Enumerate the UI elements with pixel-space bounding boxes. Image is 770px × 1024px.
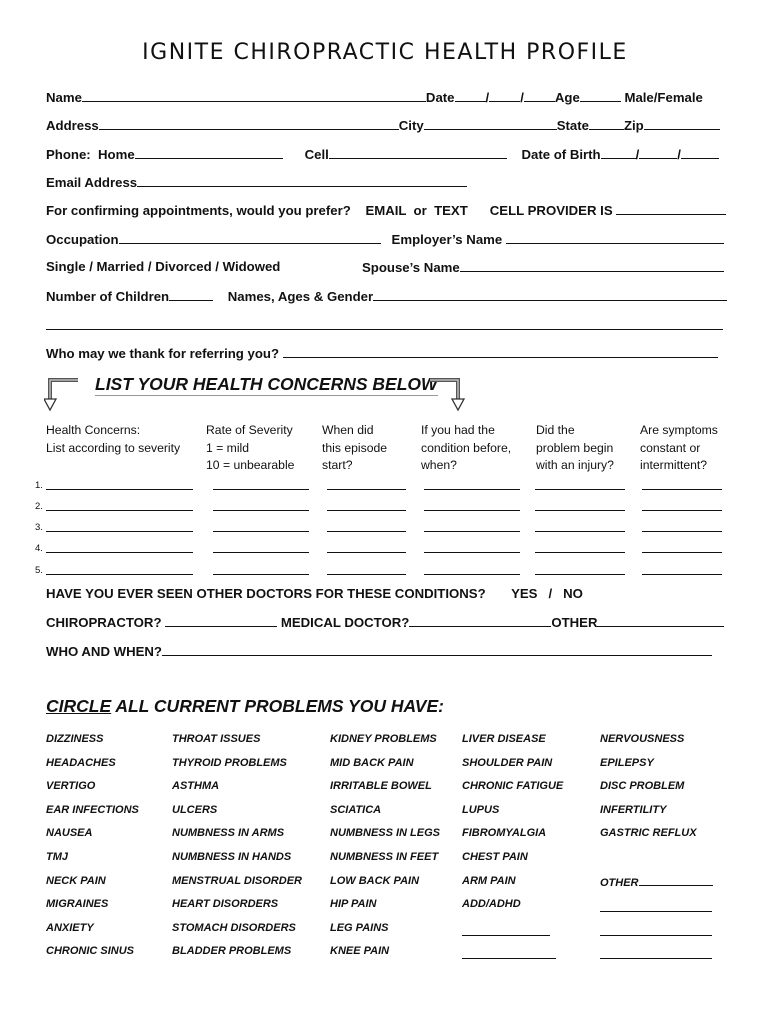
problem-option[interactable]: STOMACH DISORDERS	[172, 921, 296, 934]
doctor-types-row	[46, 614, 724, 631]
header-text: Did the	[536, 423, 575, 437]
city-field[interactable]	[424, 117, 557, 130]
problem-option[interactable]: ASTHMA	[172, 780, 220, 793]
severity-field[interactable]	[213, 552, 309, 553]
injury-field[interactable]	[535, 574, 625, 575]
problem-option[interactable]: LEG PAINS	[330, 921, 389, 934]
header-text: When did	[322, 423, 374, 437]
problem-option[interactable]: THYROID PROBLEMS	[172, 756, 287, 769]
symptoms-field[interactable]	[642, 552, 722, 553]
injury-field[interactable]	[535, 552, 625, 553]
medical-doctor-field[interactable]	[409, 614, 551, 627]
header-text: If you had the	[421, 423, 495, 437]
home-phone-label: Phone: Home	[46, 147, 135, 162]
email-row	[46, 174, 467, 191]
header-text: this episode	[322, 440, 388, 455]
zip-label: Zip	[623, 118, 644, 133]
severity-field[interactable]	[213, 510, 309, 511]
row-number: 2.	[35, 501, 43, 512]
problem-option[interactable]: VERTIGO	[46, 780, 96, 793]
yes-no-option[interactable]: YES / NO	[511, 586, 583, 601]
confirm-options[interactable]: EMAIL or TEXT	[365, 203, 468, 218]
names-ages-field[interactable]	[373, 288, 727, 301]
arrow-down-right-icon	[428, 377, 468, 413]
header-injury	[536, 422, 614, 475]
doctors-row	[46, 586, 583, 602]
sex-option[interactable]: Male/Female	[624, 90, 703, 105]
header-text: intermittent?	[640, 458, 708, 472]
occupation-field[interactable]	[119, 231, 381, 244]
header-symptoms	[640, 422, 718, 475]
header-health-concerns	[46, 422, 180, 457]
header-episode-start	[322, 422, 387, 475]
problem-other-label: OTHER	[600, 876, 639, 889]
problem-option[interactable]: CHRONIC FATIGUE	[462, 780, 564, 793]
occupation-label: Occupation	[46, 232, 119, 247]
header-text: condition before,	[421, 440, 512, 455]
dob-month-field[interactable]	[601, 146, 636, 159]
date-slash-2: /	[520, 90, 524, 105]
problem-option[interactable]: BLADDER PROBLEMS	[172, 945, 292, 958]
header-text: start?	[322, 458, 353, 472]
problem-option[interactable]: LUPUS	[462, 803, 500, 816]
injury-field[interactable]	[535, 489, 625, 490]
employer-field[interactable]	[506, 231, 724, 244]
problem-option[interactable]: HEART DISORDERS	[172, 898, 279, 911]
occupation-row	[46, 231, 724, 248]
other-doctor-field[interactable]	[597, 614, 724, 627]
condition-before-field[interactable]	[424, 489, 520, 490]
problem-option[interactable]: EAR INFECTIONS	[46, 803, 139, 816]
problem-other-field[interactable]	[639, 875, 713, 886]
problem-option[interactable]: NUMBNESS IN FEET	[330, 851, 439, 863]
header-text: Are symptoms	[640, 423, 718, 437]
problem-option[interactable]: HEADACHES	[46, 756, 116, 769]
problem-other-row	[600, 875, 713, 889]
spouse-label: Spouse’s Name	[362, 260, 460, 275]
header-text: constant or	[640, 440, 701, 455]
problem-option[interactable]: FIBROMYALGIA	[462, 827, 547, 840]
email-field[interactable]	[137, 174, 467, 187]
problem-option[interactable]: NUMBNESS IN LEGS	[330, 827, 441, 840]
home-phone-field[interactable]	[135, 146, 283, 159]
problem-option[interactable]: LOW BACK PAIN	[330, 874, 420, 887]
row-number: 4.	[35, 543, 43, 554]
name-field[interactable]	[82, 89, 426, 102]
city-label: City	[398, 118, 424, 133]
problem-option[interactable]: ADD/ADHD	[462, 898, 521, 911]
problem-option[interactable]: IRRITABLE BOWEL	[330, 780, 432, 793]
problem-blank-field[interactable]	[600, 911, 712, 912]
problem-option[interactable]: KIDNEY PROBLEMS	[330, 733, 437, 745]
dob-label: Date of Birth	[521, 147, 601, 162]
spouse-row	[362, 259, 724, 276]
episode-start-field[interactable]	[327, 574, 406, 575]
problem-option[interactable]: THROAT ISSUES	[172, 733, 261, 745]
circle-word: CIRCLE	[46, 696, 112, 716]
header-text: when?	[421, 458, 457, 472]
condition-before-field[interactable]	[424, 510, 520, 511]
header-text: problem begin	[536, 440, 614, 455]
referral-label: Who may we thank for referring you?	[46, 346, 280, 361]
severity-field[interactable]	[213, 531, 309, 532]
arrow-down-left-icon	[44, 377, 80, 413]
condition-before-field[interactable]	[424, 552, 520, 553]
problem-option[interactable]: GASTRIC REFLUX	[600, 827, 697, 840]
problem-option[interactable]: SCIATICA	[330, 803, 382, 816]
doctors-question: HAVE YOU EVER SEEN OTHER DOCTORS FOR THESE CONDITIONS?	[46, 586, 486, 601]
medical-doctor-label: MEDICAL DOCTOR?	[280, 615, 410, 630]
date-label: Date	[425, 90, 455, 105]
problem-option[interactable]: NAUSEA	[46, 827, 93, 840]
dob-day-field[interactable]	[639, 146, 677, 159]
problems-heading-rest: ALL CURRENT PROBLEMS YOU HAVE:	[111, 696, 444, 716]
who-when-field[interactable]	[162, 643, 712, 656]
problem-option[interactable]: NUMBNESS IN ARMS	[172, 827, 285, 840]
header-text: with an injury?	[536, 458, 614, 472]
age-field[interactable]	[580, 89, 621, 102]
row-number: 1.	[35, 480, 43, 491]
problem-option[interactable]: DISC PROBLEM	[600, 780, 685, 793]
address-row	[46, 117, 720, 134]
age-label: Age	[554, 90, 580, 105]
problem-blank-field[interactable]	[600, 935, 712, 936]
problem-option[interactable]: DIZZINESS	[46, 733, 104, 745]
episode-start-field[interactable]	[327, 552, 406, 553]
date-year-field[interactable]	[524, 89, 555, 102]
injury-field[interactable]	[535, 510, 625, 511]
condition-before-field[interactable]	[424, 531, 520, 532]
other-doctor-label: OTHER	[551, 615, 598, 630]
row-number: 5.	[35, 565, 43, 576]
problem-option[interactable]: SHOULDER PAIN	[462, 756, 553, 769]
email-label: Email Address	[46, 175, 138, 190]
injury-field[interactable]	[535, 531, 625, 532]
problem-option[interactable]: MIGRAINES	[46, 898, 109, 911]
address-field[interactable]	[99, 117, 399, 130]
concern-field[interactable]	[46, 531, 193, 532]
episode-start-field[interactable]	[327, 510, 406, 511]
header-text: List according to severity	[46, 440, 181, 455]
problem-option[interactable]: NECK PAIN	[46, 874, 106, 887]
problem-option[interactable]: KNEE PAIN	[330, 945, 390, 958]
cell-provider-field[interactable]	[616, 202, 726, 215]
who-when-row	[46, 643, 712, 660]
name-row	[46, 89, 703, 106]
concern-field[interactable]	[46, 489, 193, 490]
problem-option[interactable]: EPILEPSY	[600, 756, 654, 769]
problem-blank-field[interactable]	[462, 958, 556, 959]
children-label: Number of Children	[46, 289, 170, 304]
row-number: 3.	[35, 522, 43, 533]
header-severity	[206, 422, 294, 475]
cell-label: Cell	[304, 147, 329, 162]
header-condition-before	[421, 422, 511, 475]
state-field[interactable]	[589, 117, 624, 130]
dob-slash-2: /	[677, 147, 681, 162]
cell-phone-field[interactable]	[329, 146, 507, 159]
problem-option[interactable]: HIP PAIN	[330, 898, 377, 911]
problem-option[interactable]: ANXIETY	[46, 921, 94, 934]
symptoms-field[interactable]	[642, 574, 722, 575]
symptoms-field[interactable]	[642, 531, 722, 532]
concern-field[interactable]	[46, 574, 193, 575]
marital-status-option[interactable]: Single / Married / Divorced / Widowed	[46, 259, 281, 274]
spouse-field[interactable]	[460, 259, 724, 272]
severity-field[interactable]	[213, 574, 309, 575]
episode-start-field[interactable]	[327, 531, 406, 532]
employer-label: Employer’s Name	[391, 232, 503, 247]
problem-option[interactable]: ARM PAIN	[462, 874, 516, 887]
dob-year-field[interactable]	[681, 146, 719, 159]
severity-field[interactable]	[213, 489, 309, 490]
concern-field[interactable]	[46, 510, 193, 511]
name-label: Name	[46, 90, 82, 105]
date-slash-1: /	[485, 90, 490, 105]
children-row	[46, 288, 727, 305]
problem-option[interactable]: MENSTRUAL DISORDER	[172, 874, 302, 887]
health-concerns-heading: LIST YOUR HEALTH CONCERNS BELOW	[95, 374, 438, 394]
problem-option[interactable]: NERVOUSNESS	[600, 733, 685, 745]
chiropractor-field[interactable]	[165, 614, 277, 627]
problem-blank-field[interactable]	[462, 935, 550, 936]
concern-field[interactable]	[46, 552, 193, 553]
dob-slash-1: /	[635, 147, 640, 162]
referral-row	[46, 345, 718, 362]
address-label: Address	[46, 118, 99, 133]
problem-blank-field[interactable]	[600, 958, 712, 959]
header-text: Rate of Severity	[206, 423, 293, 437]
problem-option[interactable]: ULCERS	[172, 803, 218, 816]
names-ages-label: Names, Ages & Gender	[227, 289, 374, 304]
referral-field[interactable]	[283, 345, 718, 358]
problem-option[interactable]: NUMBNESS IN HANDS	[172, 851, 292, 863]
problem-option[interactable]: INFERTILITY	[600, 803, 667, 816]
problem-option[interactable]: TMJ	[46, 851, 68, 863]
zip-field[interactable]	[644, 117, 720, 130]
problem-option[interactable]: MID BACK PAIN	[330, 756, 414, 769]
state-label: State	[556, 118, 589, 133]
header-text: Health Concerns:	[46, 423, 141, 437]
date-day-field[interactable]	[489, 89, 520, 102]
problems-heading	[46, 696, 444, 717]
header-text: 1 = mild	[206, 440, 250, 455]
problem-option[interactable]: CHRONIC SINUS	[46, 945, 135, 958]
problem-option[interactable]: CHEST PAIN	[462, 851, 528, 863]
condition-before-field[interactable]	[424, 574, 520, 575]
symptoms-field[interactable]	[642, 489, 722, 490]
names-ages-field-continued[interactable]	[46, 329, 723, 330]
symptoms-field[interactable]	[642, 510, 722, 511]
phone-row	[46, 146, 719, 163]
form-title: IGNITE CHIROPRACTIC HEALTH PROFILE	[142, 40, 628, 65]
who-when-label: WHO AND WHEN?	[46, 644, 162, 659]
date-month-field[interactable]	[455, 89, 486, 102]
episode-start-field[interactable]	[327, 489, 406, 490]
confirm-row	[46, 202, 726, 219]
header-text: 10 = unbearable	[206, 458, 295, 472]
problem-option[interactable]: LIVER DISEASE	[462, 733, 546, 745]
children-count-field[interactable]	[169, 288, 213, 301]
cell-provider-label: CELL PROVIDER IS	[489, 203, 613, 218]
confirm-label: For confirming appointments, would you prefer?	[46, 203, 351, 218]
chiropractor-label: CHIROPRACTOR?	[46, 615, 162, 630]
